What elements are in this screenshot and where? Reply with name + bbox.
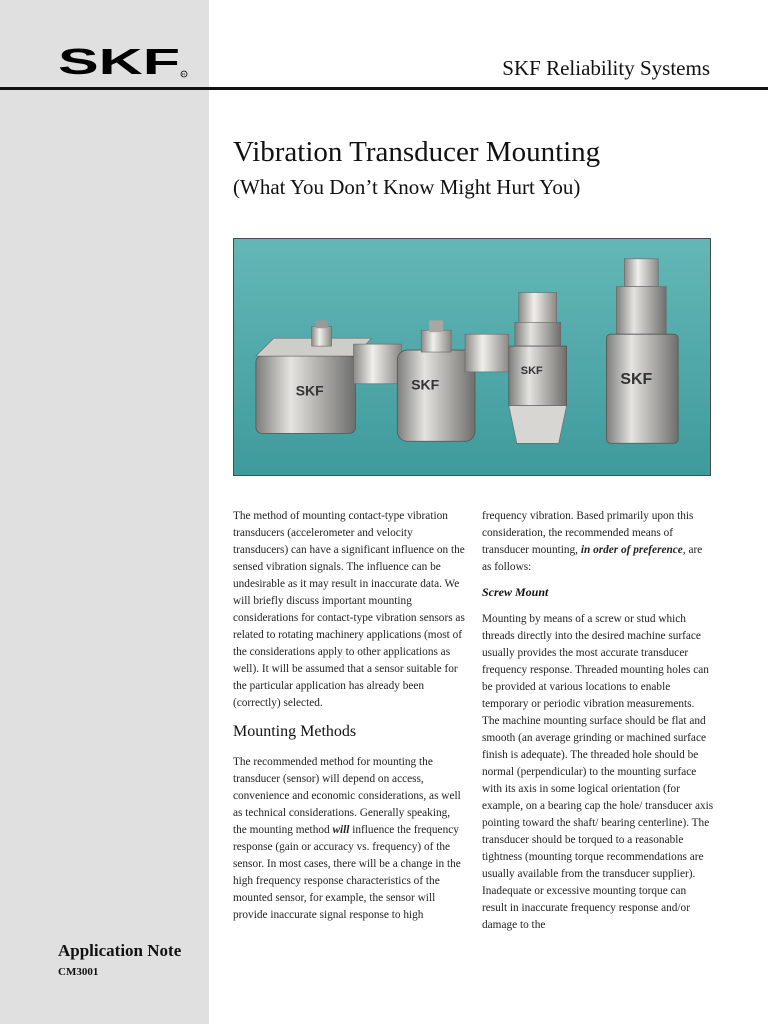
mounting-methods-paragraph: The recommended method for mounting the transducer (sensor) will depend on access, convenience and economic considerations, as well as technical considerations. Generally speaking, the mounting method will influence the frequency response (gain or accuracy vs. frequency) of the sensor. In most cases, there will be a change in the high frequency response characteristics of the mounted sensor, for example, the sensor will provide inaccurate signal response to high — [233, 756, 461, 921]
svg-text:R: R — [182, 71, 186, 77]
sensor-photo — [233, 238, 711, 476]
header-rule — [0, 87, 768, 90]
svg-text:SKF: SKF — [620, 370, 653, 388]
document-subtitle: (What You Don’t Know Might Hurt You) — [233, 175, 581, 199]
skf-logo — [58, 44, 188, 80]
document-number: CM3001 — [58, 966, 99, 978]
svg-text:SKF: SKF — [295, 382, 324, 399]
sidebar-panel — [0, 0, 209, 1024]
svg-text:SKF: SKF — [520, 364, 543, 377]
application-note-label: Application Note — [58, 941, 182, 960]
emphasis-order-of-preference: in order of preference — [580, 544, 683, 556]
body-column-left — [233, 508, 465, 924]
mounting-methods-heading: Mounting Methods — [233, 723, 357, 740]
skf-logo-text: SKF — [58, 44, 180, 80]
company-name: SKF Reliability Systems — [502, 56, 710, 80]
screw-mount-paragraph: Mounting by means of a screw or stud which threads directly into the desired machine surface usually provides the most accurate transducer frequency response. Threaded mounting holes can be provided at various locations to enable temporary or periodic vibration measurements. The machine mounting surface should be flat and smooth (an average grinding or machined surface finish is adequate). The threaded hole should be normal (perpendicular) to the mounting surface with its axis in some logical orientation (for example, on a bearing cap the hole/ transducer axis pointing toward the shaft/ bearing centerline). The transducer should be torqued to a reasonable tightness (mounting torque recommendations are usually available from the transducer supplier). Inadequate or excessive mounting torque can result in inaccurate frequency response and/or damage to the — [482, 613, 714, 931]
document-title: Vibration Transducer Mounting — [233, 136, 601, 168]
intro-paragraph: The method of mounting contact-type vibration transducers (accelerometer and velocity transducers) can have a significant influence on the sensed vibration signals. The influence can be undesirable as it may result in inaccurate data. We will briefly discuss important mounting considerations for contact-type vibration sensors as related to rotating machinery applications (most of the considerations apply to other applications as well). It will be assumed that a sensor suitable for the particular application has already been (correctly) selected. — [233, 510, 465, 709]
svg-text:SKF: SKF — [411, 376, 440, 393]
preference-paragraph: frequency vibration. Based primarily upon this consideration, the recommended means of transducer mounting, in order of preference, are as follows: — [482, 510, 703, 573]
emphasis-will: will — [332, 824, 350, 836]
screw-mount-heading: Screw Mount — [482, 585, 549, 599]
body-column-right — [482, 508, 714, 934]
